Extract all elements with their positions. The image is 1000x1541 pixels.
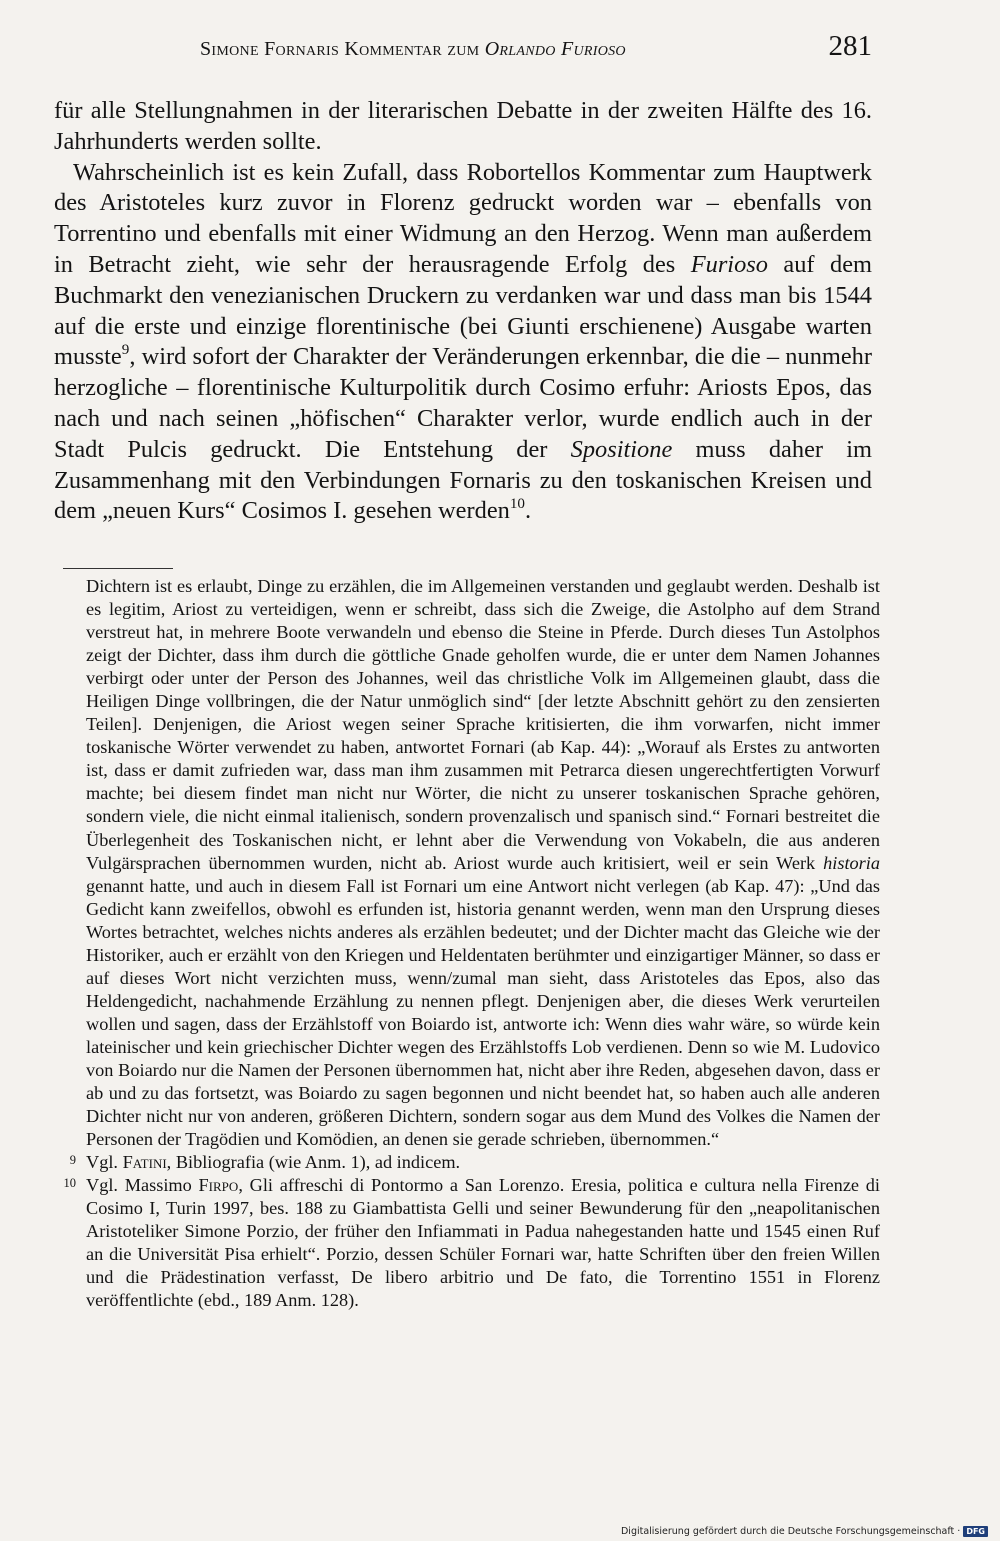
footnote-10-text-b: , Gli affreschi di Pontormo a San Lorenzo. Eresia, politica e cultura nella Firenze di Cosimo I, Turin 1997, bes. 188 zu Giambattista Gelli und seiner Bewunderung für den „neapolitanischen Aristoteliker Simone Porzio, der früher den Infiammati in Padua nahegestanden hatte und 1545 einen Ruf an die Universität Pisa erhielt“. Porzio, dessen Schüler Fornari war, hatte Schriften über den freien Willen und die Prädestination verfasst, De libero arbitrio und De fato, die Torrentino 1551 in Florenz veröffentlichte (ebd., 189 Anm. 128).: [86, 1175, 881, 1311]
main-text: [54, 96, 872, 527]
footnote-9-text-a: Vgl.: [86, 1152, 123, 1173]
paragraph-1: für alle Stellungnahmen in der literarischen Debatte in der zweiten Hälfte des 16. Jahrhunderts werden sollte.: [54, 97, 872, 155]
footnote-8-continued: [54, 575, 880, 1151]
running-title-text: Simone Fornaris Kommentar zum: [200, 38, 485, 60]
footnote-divider: [63, 568, 173, 569]
footnote-9-mark: 9: [69, 1153, 76, 1168]
footnote-9-text-b: , Bibliografia (wie Anm. 1), ad indicem.: [166, 1152, 461, 1173]
term-historia: historia: [823, 852, 880, 873]
paragraph-2-text-e: .: [524, 497, 532, 525]
paragraph-2-text-a: Wahrscheinlich ist es kein Zufall, dass Robortellos Kommentar zum Hauptwerk des Aristoteles kurz zuvor in Florenz gedruckt worden war – ebenfalls von Torrentino und ebenfalls mit einer Widmung an den Herzog. Wenn man außerdem in Betracht zieht, wie sehr der herausragende Erfolg des: [54, 158, 872, 278]
dfg-logo-icon: DFG: [963, 1526, 988, 1537]
footnote-ref-9[interactable]: 9: [121, 342, 130, 359]
paragraph-2-text-c: , wird sofort der Charakter der Veränderungen erkennbar, die die – nunmehr herzogliche – florentinische Kulturpolitik durch Cosimo erfuhr: Ariosts Epos, das nach und nach seinen „höfischen“ Charakter verlor, wurde endlich auch in der Stadt Pulcis gedruckt. Die Entstehung der: [54, 343, 872, 463]
digitization-credit: [621, 1526, 988, 1537]
footnote-10-text-a: Vgl. Massimo: [86, 1175, 199, 1196]
running-title: [200, 38, 626, 61]
footnote-10-mark: 10: [63, 1176, 76, 1191]
page-number: 281: [828, 30, 872, 62]
footnotes: [54, 575, 880, 1313]
title-spositione: Spositione: [570, 435, 673, 463]
footnote-8-text-b: genannt hatte, und auch in diesem Fall ist Fornari um eine Antwort nicht verlegen (ab Kap. 47): „Und das Gedicht kann zweifellos, obwohl es erfunden ist, historia genannt werden, wenn man den Ursprung dieses Wortes betrachtet, welches nichts anderes als erzählen bedeutet; und der Dichter macht das Gleiche wie der Historiker, auch er erzählt von den Kriegen und Heldentaten berühmter und einzigartiger Männer, so dass er auf dieses Wort nicht verzichten muss, wenn/zumal man sieht, dass Aristoteles das Epos, also das Heldengedicht, nachahmende Erzählung zu nennen pflegt. Denjenigen aber, die dieses Werk verurteilen wollen und sagen, dass der Erzählstoff von Boiardo ist, antworte ich: Wenn dies wahr wäre, so würde kein lateinischer und kein griechischer Dichter wegen des Erzählstoffs Lob verdienen. Denn so wie M. Ludovico von Boiardo nur die Namen der Personen übernommen hat, nicht aber ihre Reden, abgesehen davon, dass er ab und zu das fortsetzt, was Boiardo zu sagen begonnen und nicht beendet hat, so haben auch alle anderen Dichter nicht nur von anderen, größeren Dichtern, sondern sogar aus dem Mund des Volkes die Namen der Personen der Tragödien und Komödien, an denen sie gerade schrieben, übernommen.“: [86, 875, 880, 1150]
footnote-8-text-a: Dichtern ist es erlaubt, Dinge zu erzählen, die im Allgemeinen verstanden und geglaubt werden. Deshalb ist es legitim, Ariost zu verteidigen, wenn er schreibt, dass sich die Zweige, die Astolpho auf dem Strand verstreut hat, in mehrere Boote verwandeln und ebenso die Steine in Pferde. Durch dieses Tun Astolphos zeigt der Dichter, dass ihm durch die göttliche Gnade geholfen wurde, die er unter dem Namen Johannes verbirgt oder unter der Person des Johannes, weil das christliche Volk im Allgemeinen glaubt, dass die Heiligen Dinge vollbringen, die der Natur unmöglich sind“ [der letzte Abschnitt gehört zu den zensierten Teilen]. Denjenigen, die Ariost wegen seiner Sprache kritisierten, die ihm vorwarfen, nicht immer toskanische Wörter verwendet zu haben, antwortet Fornari (ab Kap. 44): „Worauf als Erstes zu antworten ist, dass er damit zufrieden war, dass man ihm zusammen mit Petrarca diesen ungerechtfertigten Vorwurf machte; bei diesem findet man nicht nur Wörter, die nicht zu unserer toskanischen Sprache gehören, sondern viele, die nicht einmal italienisch, sondern provenzalisch und spanisch sind.“ Fornari bestreitet die Überlegenheit des Toskanischen nicht, er lehnt aber die Verwendung von Vokabeln, die aus anderen Vulgärsprachen übernommen wurden, nicht ab. Ariost wurde auch kritisiert, weil er sein Werk: [86, 576, 880, 873]
paragraph-2-text-b: auf dem Buchmarkt den venezianischen Druckern zu verdanken war und dass man bis 1544 auf die erste und einzige florentinische (bei Giunti erschienene) Ausgabe warten musste: [54, 250, 872, 371]
paragraph-2-text-d: muss daher im Zusammenhang mit den Verbindungen Fornaris zu den toskanischen Kreisen und dem „neuen Kurs“ Cosimos I. gesehen werden: [54, 435, 872, 525]
paragraph-2: [54, 158, 872, 528]
footnote-9-author: Fatini: [122, 1152, 167, 1173]
digitization-credit-text: Digitalisierung gefördert durch die Deutsche Forschungsgemeinschaft ·: [620, 1526, 961, 1537]
footnote-10: [54, 1174, 880, 1312]
footnote-9: [54, 1151, 880, 1174]
footnote-10-author: Firpo: [198, 1175, 239, 1196]
title-furioso: Furioso: [690, 250, 768, 278]
running-head: [200, 30, 872, 70]
running-title-italic: Orlando Furioso: [484, 38, 626, 60]
footnote-ref-10[interactable]: 10: [509, 496, 525, 513]
